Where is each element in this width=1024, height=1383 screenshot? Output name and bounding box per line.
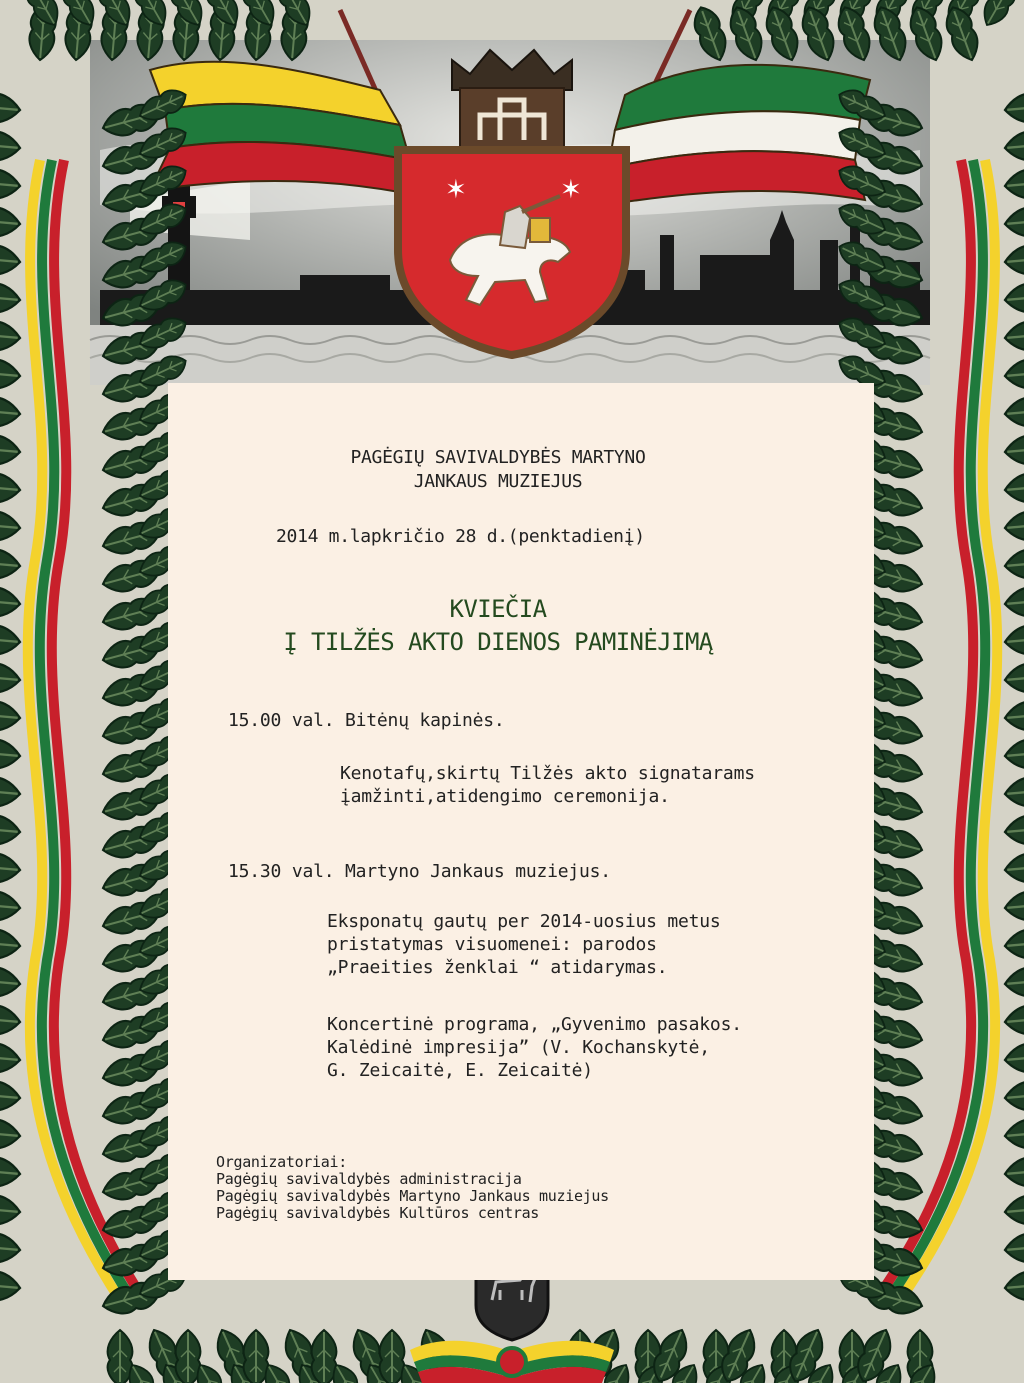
oak-leaf bbox=[0, 394, 21, 428]
organizers-label: Organizatoriai: bbox=[216, 1153, 347, 1171]
oak-leaf bbox=[0, 1268, 21, 1302]
oak-leaf bbox=[0, 1040, 21, 1074]
oak-leaf bbox=[0, 1002, 21, 1036]
oak-leaf bbox=[0, 508, 21, 542]
ribbon-bow-icon bbox=[410, 1341, 614, 1383]
oak-leaf bbox=[1004, 1040, 1024, 1074]
organizer-1: Pagėgių savivaldybės administracija bbox=[216, 1170, 522, 1188]
event-2-concert-line-2: Kalėdinė impresija” (V. Kochanskytė, bbox=[327, 1037, 710, 1058]
oak-leaf bbox=[0, 774, 21, 808]
oak-leaf bbox=[0, 1154, 21, 1188]
oak-leaf bbox=[1004, 850, 1024, 884]
oak-leaf bbox=[1004, 698, 1024, 732]
svg-text:✶: ✶ bbox=[445, 175, 467, 205]
oak-leaf bbox=[0, 318, 21, 352]
oak-leaf bbox=[0, 660, 21, 694]
event-1-time-place: 15.00 val. Bitėnų kapinės. bbox=[228, 710, 505, 731]
oak-leaf bbox=[0, 1116, 21, 1150]
invitation-text-panel bbox=[168, 383, 874, 1280]
event-2-exhibit-line-2: pristatymas visuomenei: parodos bbox=[327, 934, 657, 955]
event-2-time-place: 15.30 val. Martyno Jankaus muziejus. bbox=[228, 861, 611, 882]
oak-leaf bbox=[0, 356, 21, 390]
oak-leaf bbox=[1004, 812, 1024, 846]
oak-leaf bbox=[0, 204, 21, 238]
event-2-exhibit-line-1: Eksponatų gautų per 2014-uosius metus bbox=[327, 911, 721, 932]
oak-leaf bbox=[1004, 242, 1024, 276]
event-2-concert-line-3: G. Zeicaitė, E. Zeicaitė) bbox=[327, 1060, 593, 1081]
oak-leaf bbox=[0, 698, 21, 732]
oak-leaf bbox=[1004, 660, 1024, 694]
oak-leaf bbox=[1004, 1154, 1024, 1188]
oak-leaf bbox=[0, 166, 21, 200]
oak-leaf bbox=[0, 280, 21, 314]
oak-leaf bbox=[0, 736, 21, 770]
oak-leaf bbox=[1004, 926, 1024, 960]
oak-leaf bbox=[0, 1192, 21, 1226]
oak-leaf bbox=[0, 242, 21, 276]
oak-leaf bbox=[1004, 888, 1024, 922]
institution-line-2: JANKAUS MUZIEJUS bbox=[413, 471, 583, 492]
oak-leaf bbox=[1004, 128, 1024, 162]
oak-leaf bbox=[1004, 280, 1024, 314]
oak-leaf bbox=[0, 850, 21, 884]
oak-leaf bbox=[941, 3, 983, 64]
oak-leaf bbox=[0, 622, 21, 656]
event-date: 2014 m.lapkričio 28 d.(penktadienį) bbox=[276, 526, 645, 547]
oak-leaf bbox=[0, 1078, 21, 1112]
oak-leaf bbox=[0, 888, 21, 922]
oak-leaf bbox=[1004, 584, 1024, 618]
oak-leaf bbox=[0, 470, 21, 504]
oak-leaf bbox=[1004, 736, 1024, 770]
oak-leaf bbox=[0, 584, 21, 618]
institution-line-1: PAGĖGIŲ SAVIVALDYBĖS MARTYNO bbox=[350, 447, 646, 468]
oak-leaf bbox=[1004, 204, 1024, 238]
oak-leaf bbox=[1004, 622, 1024, 656]
oak-leaf bbox=[1004, 166, 1024, 200]
oak-leaf bbox=[0, 1230, 21, 1264]
oak-leaf bbox=[0, 128, 21, 162]
oak-leaf bbox=[244, 1330, 269, 1383]
oak-leaf bbox=[1004, 964, 1024, 998]
oak-leaf bbox=[1004, 1002, 1024, 1036]
event-1-description-line-2: įamžinti,atidengimo ceremonija. bbox=[340, 786, 670, 807]
event-1-description-line-1: Kenotafų,skirtų Tilžės akto signatarams bbox=[340, 763, 755, 784]
oak-leaf bbox=[0, 432, 21, 466]
oak-leaf bbox=[1004, 470, 1024, 504]
lithuania-minor-flag-icon bbox=[605, 65, 870, 205]
oak-leaf bbox=[312, 1330, 337, 1383]
oak-leaf bbox=[1004, 774, 1024, 808]
svg-text:✶: ✶ bbox=[560, 175, 582, 205]
oak-leaf bbox=[1004, 1192, 1024, 1226]
oak-leaf bbox=[380, 1330, 405, 1383]
heading-line-1: KVIEČIA bbox=[449, 595, 547, 623]
oak-leaf bbox=[176, 1330, 201, 1383]
heading-line-2: Į TILŽĖS AKTO DIENOS PAMINĖJIMĄ bbox=[283, 628, 713, 656]
oak-leaf bbox=[1004, 394, 1024, 428]
event-2-exhibit-line-3: „Praeities ženklai “ atidarymas. bbox=[327, 957, 668, 978]
oak-leaf bbox=[1004, 1116, 1024, 1150]
oak-leaf bbox=[977, 0, 1022, 31]
oak-leaf bbox=[0, 926, 21, 960]
oak-leaf bbox=[1004, 546, 1024, 580]
oak-leaf bbox=[1004, 432, 1024, 466]
oak-leaf bbox=[1004, 356, 1024, 390]
organizer-2: Pagėgių savivaldybės Martyno Jankaus muziejus bbox=[216, 1187, 609, 1205]
oak-leaf bbox=[1004, 508, 1024, 542]
oak-leaf bbox=[1004, 1078, 1024, 1112]
oak-leaf bbox=[1004, 318, 1024, 352]
oak-leaf bbox=[0, 90, 21, 124]
oak-leaf bbox=[0, 964, 21, 998]
oak-leaf bbox=[1004, 90, 1024, 124]
organizer-3: Pagėgių savivaldybės Kultūros centras bbox=[216, 1204, 540, 1222]
oak-leaf bbox=[0, 546, 21, 580]
event-2-concert-line-1: Koncertinė programa, „Gyvenimo pasakos. bbox=[327, 1014, 742, 1035]
oak-leaf bbox=[1004, 1268, 1024, 1302]
oak-leaf bbox=[1004, 1230, 1024, 1264]
oak-leaf bbox=[108, 1330, 133, 1383]
oak-leaf bbox=[0, 812, 21, 846]
